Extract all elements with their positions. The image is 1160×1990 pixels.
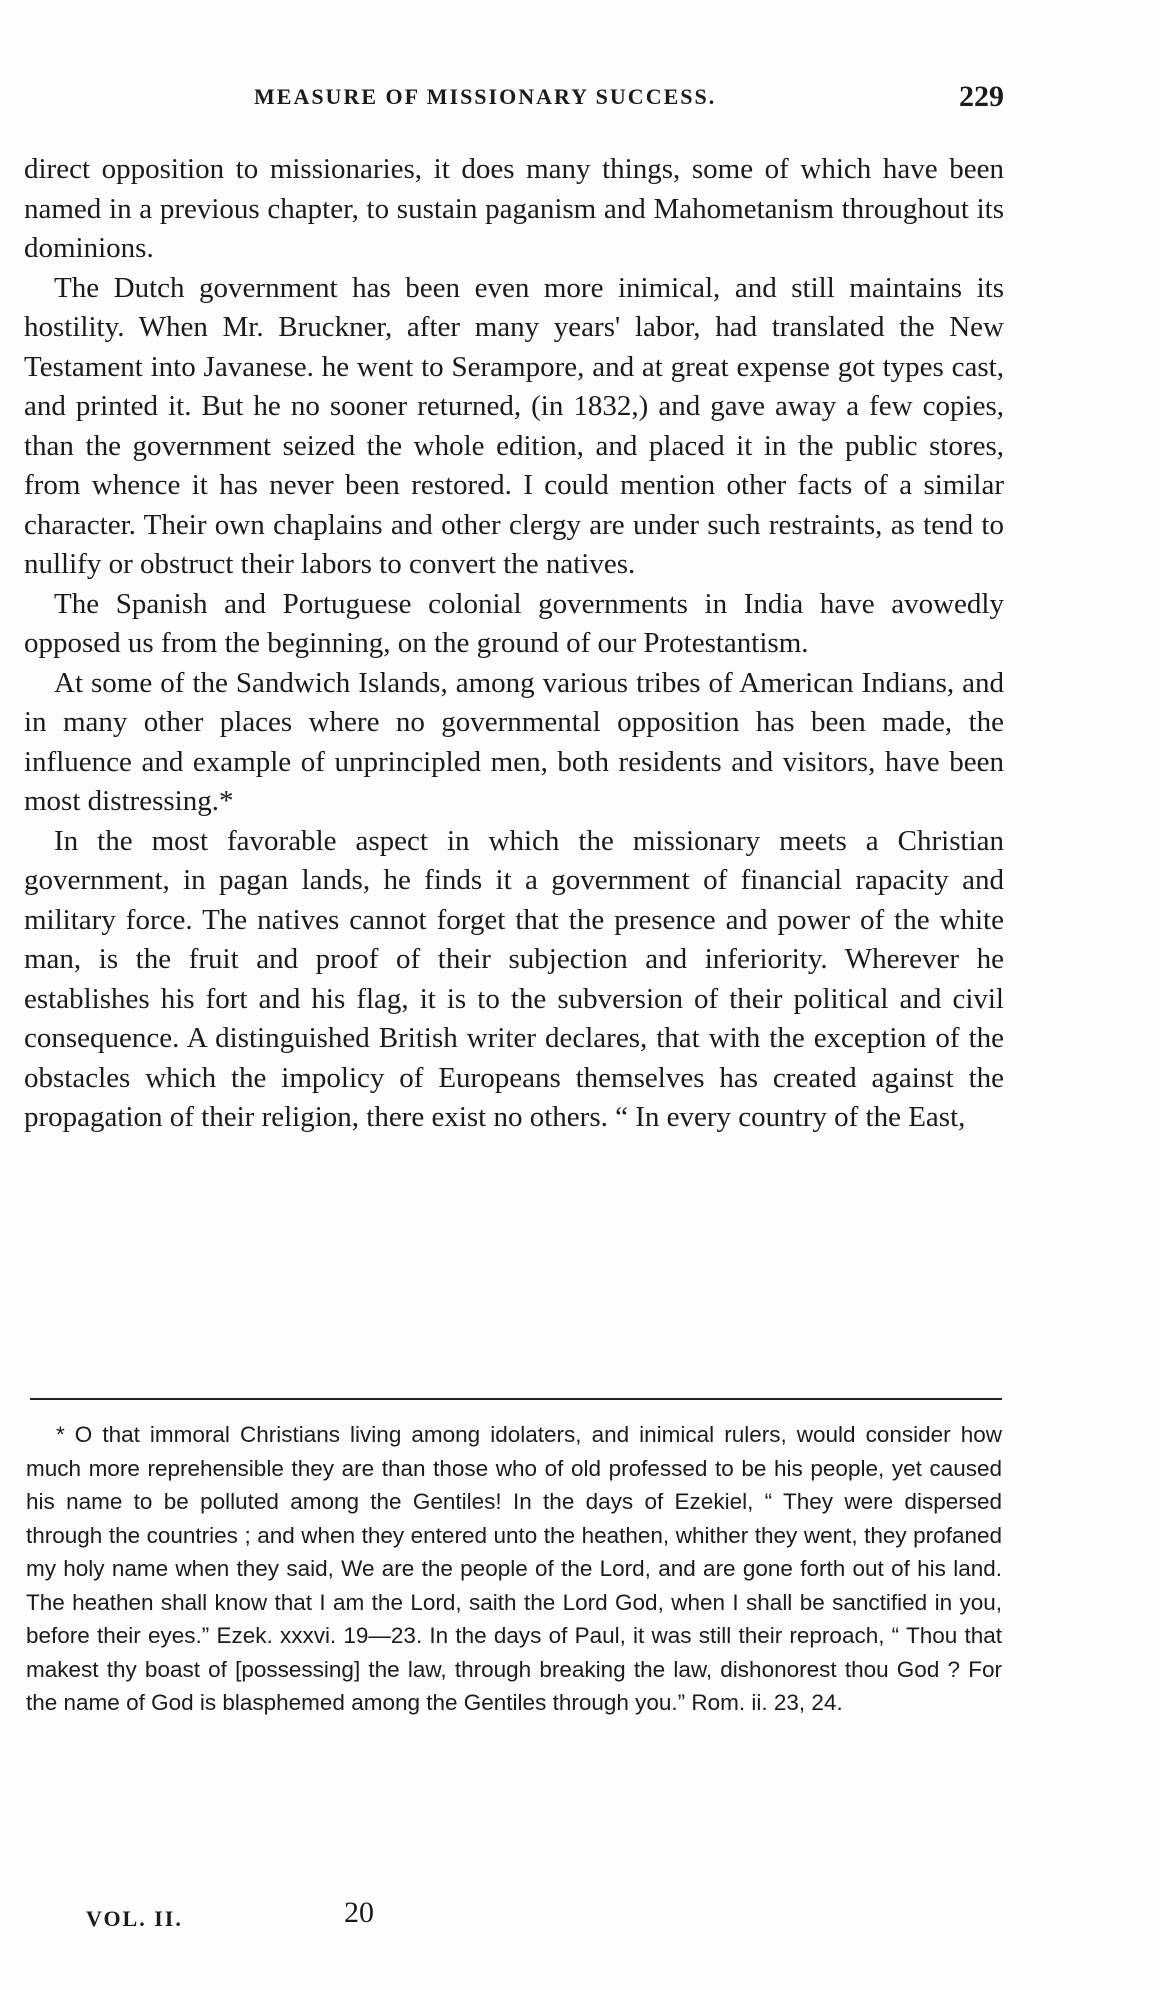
gathering-number: 20 [344,1896,374,1929]
volume-signature: VOL. II. [86,1906,183,1931]
page-header [24,80,1004,120]
footnote: * O that immoral Christians living among idolaters, and inimical rulers, would consider how much more reprehensible they are than those who of old professed to be his people, yet caused his name to be polluted among the Gentiles! In the days of Ezekiel, “ They were dispersed through the countries ; and when they entered unto the heathen, whither they went, they profaned my holy name when they said, We are the people of the Lord, and are gone forth out of his land. The heathen shall know that I am the Lord, saith the Lord God, when I shall be sanctified in you, before their eyes.” Ezek. xxxvi. 19—23. In the days of Paul, it was still their reproach, “ Thou that makest thy boast of [possessing] the law, through breaking the law, dishonorest thou God ? For the name of God is blasphemed among the Gentiles through you.” Rom. ii. 23, 24. [26,1422,1002,1715]
running-head: MEASURE OF MISSIONARY SUCCESS. [254,84,717,109]
paragraph: In the most favorable aspect in which the missionary meets a Christian government, in pagan lands, he finds it a government of financial rapacity and military force. The natives cannot forget that the presence and power of the white man, is the fruit and proof of their subjection and inferiority. Wherever he establishes his fort and his flag, it is to the subversion of their political and civil consequence. A distinguished British writer declares, that with the exception of the obstacles which the impolicy of Europeans themselves has created against the propagation of their religion, there exist no others. “ In every country of the East, [24,824,1004,1133]
paragraph: At some of the Sandwich Islands, among various tribes of American Indians, and in many other places where no governmental opposition has been made, the influence and example of unprincipled men, both residents and visitors, have been most distressing.* [24,666,1004,817]
paragraph: direct opposition to missionaries, it does many things, some of which have been named in a previous chapter, to sustain paganism and Mahometanism throughout its dominions. [24,153,1004,264]
paragraph: The Dutch government has been even more inimical, and still maintains its hostility. When Mr. Bruckner, after many years' labor, had translated the New Testament into Javanese. he went to Serampore, and at great expense got types cast, and printed it. But he no sooner returned, (in 1832,) and gave away a few copies, than the government seized the whole edition, and placed it in the public stores, from whence it has never been restored. I could mention other facts of a similar character. Their own chaplains and other clergy are under such restraints, as tend to nullify or obstruct their labors to convert the natives. [24,271,1004,580]
page-number: 229 [959,80,1004,113]
body-text [24,150,1004,1138]
paragraph: The Spanish and Portuguese colonial governments in India have avowedly opposed us from the beginning, on the ground of our Protestantism. [24,587,1004,659]
footnote-divider [30,1398,1002,1400]
